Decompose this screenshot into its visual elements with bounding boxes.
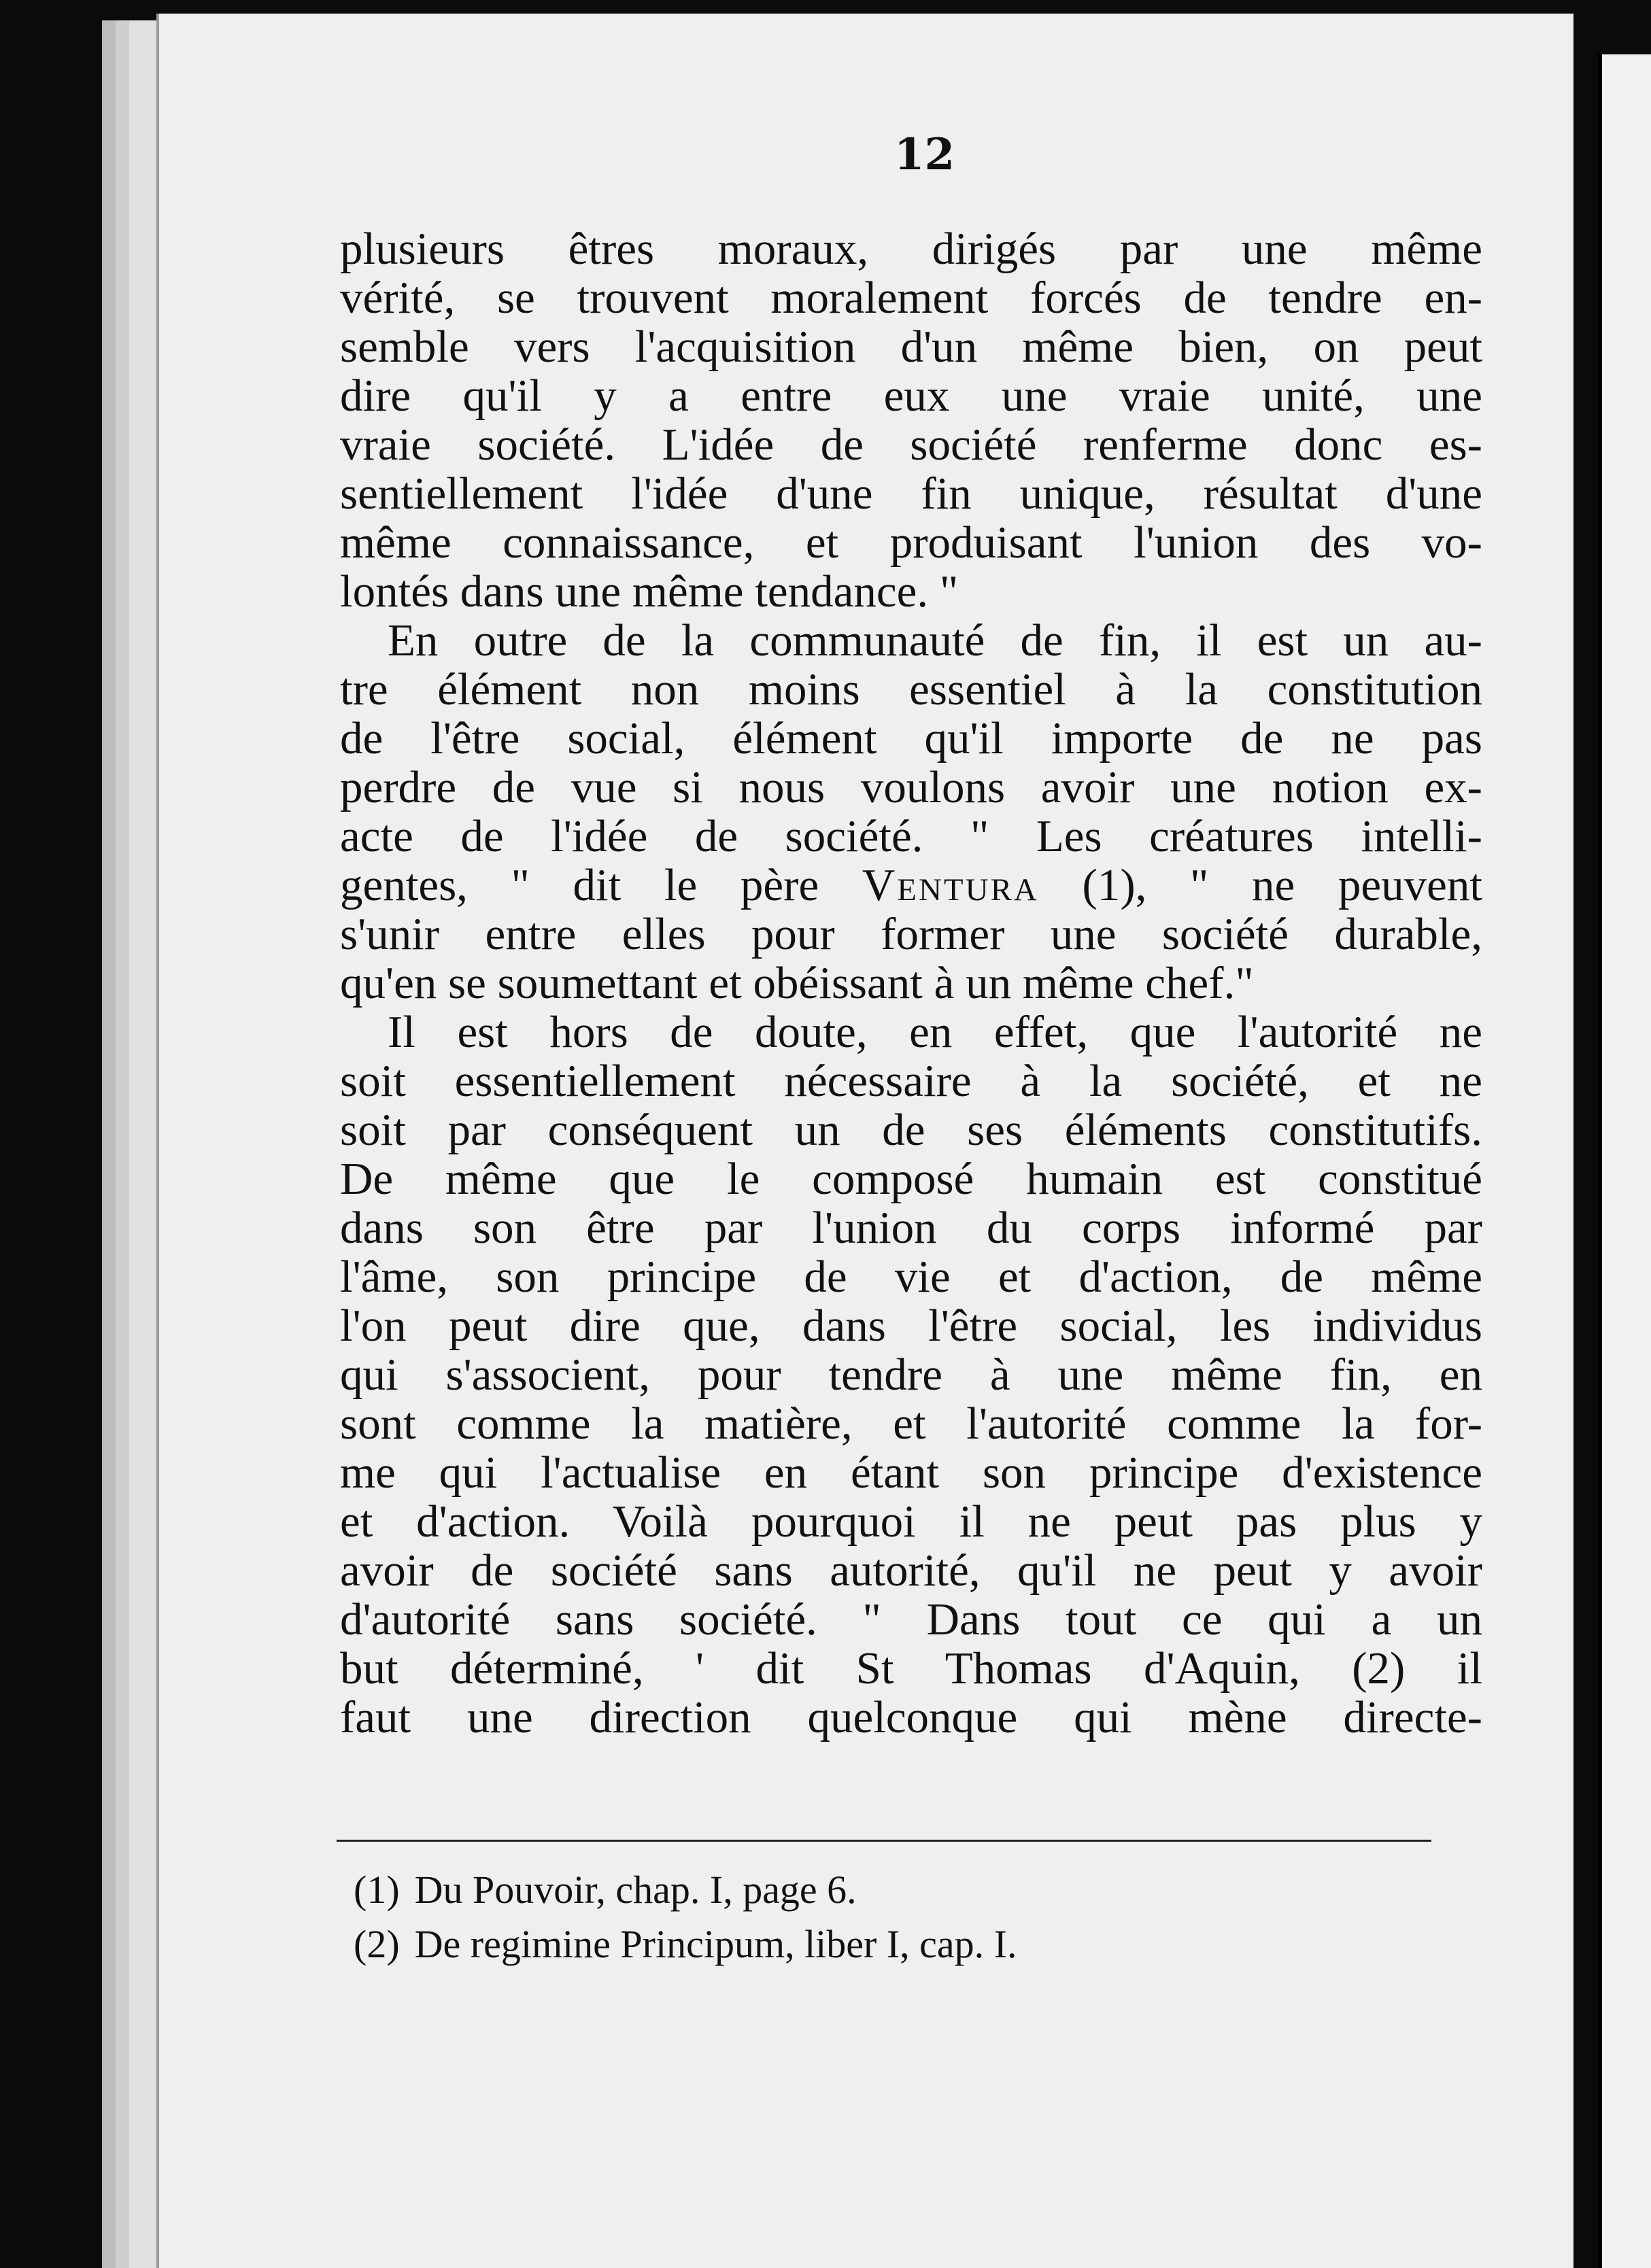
text-line: semble vers l'acquisition d'un même bien, on peut xyxy=(340,322,1482,372)
text-line: me qui l'actualise en étant son principe d'existence xyxy=(340,1447,1482,1498)
footnote xyxy=(354,1863,1442,1917)
facing-page-edge xyxy=(1598,54,1651,2268)
text-line: perdre de vue si nous voulons avoir une notion ex- xyxy=(340,762,1482,812)
text-line: même connaissance, et produisant l'union des vo- xyxy=(340,517,1482,568)
text-line: but déterminé, ' dit St Thomas d'Aquin, (2) il xyxy=(340,1643,1482,1694)
text-line: acte de l'idée de société. " Les créatures intelli- xyxy=(340,811,1482,861)
text-line: de l'être social, élément qu'il importe de ne pas xyxy=(340,713,1482,763)
text-fragment: (1), " ne peuvent xyxy=(1038,860,1482,910)
text-line: et d'action. Voilà pourquoi il ne peut pas plus y xyxy=(340,1496,1482,1547)
text-line: vraie société. L'idée de société renferme donc es- xyxy=(340,419,1482,470)
author-name: Ventura xyxy=(862,860,1039,910)
text-line: d'autorité sans société. " Dans tout ce qui a un xyxy=(340,1594,1482,1645)
footnote-text: De regimine Principum, liber I, cap. I. xyxy=(414,1922,1017,1966)
text-line: qu'en se soumettant et obéissant à un même chef." xyxy=(340,958,1254,1008)
text-line: qui s'associent, pour tendre à une même fin, en xyxy=(340,1350,1482,1400)
text-line: avoir de société sans autorité, qu'il ne peut y avoir xyxy=(340,1545,1482,1596)
text-fragment: gentes, " dit le père xyxy=(340,860,862,910)
text-line: dans son être par l'union du corps informé par xyxy=(340,1203,1482,1253)
text-line: soit par conséquent un de ses éléments constitutifs. xyxy=(340,1105,1482,1155)
text-line: faut une direction quelconque qui mène directe- xyxy=(340,1692,1482,1742)
text-line: sont comme la matière, et l'autorité comme la for- xyxy=(340,1398,1482,1449)
text-line: dire qu'il y a entre eux une vraie unité, une xyxy=(340,371,1482,421)
footnote-mark: (2) xyxy=(354,1922,400,1966)
text-line: vérité, se trouvent moralement forcés de tendre en- xyxy=(340,273,1482,323)
text-line: s'unir entre elles pour former une société durable, xyxy=(340,909,1482,959)
text-line: tre élément non moins essentiel à la constitution xyxy=(340,664,1482,715)
text-line: sentiellement l'idée d'une fin unique, résultat d'une xyxy=(340,468,1482,519)
text-line: l'âme, son principe de vie et d'action, de même xyxy=(340,1252,1482,1302)
text-line: lontés dans une même tendance. " xyxy=(340,566,959,617)
text-line: Il est hors de doute, en effet, que l'autorité ne xyxy=(388,1007,1482,1057)
text-line-ventura xyxy=(340,861,1482,910)
text-line: plusieurs êtres moraux, dirigés par une même xyxy=(340,224,1482,274)
footnote xyxy=(354,1917,1442,1972)
footnotes xyxy=(354,1863,1442,1972)
page-number: 12 xyxy=(894,129,955,180)
text-line: soit essentiellement nécessaire à la société, et ne xyxy=(340,1056,1482,1106)
footnote-rule xyxy=(337,1840,1431,1842)
text-line: l'on peut dire que, dans l'être social, les individus xyxy=(340,1301,1482,1351)
text-line: De même que le composé humain est constitué xyxy=(340,1154,1482,1204)
footnote-mark: (1) xyxy=(354,1868,400,1912)
body-text xyxy=(340,224,1482,1742)
footnote-text: Du Pouvoir, chap. I, page 6. xyxy=(414,1868,857,1912)
text-line: En outre de la communauté de fin, il est un au- xyxy=(388,615,1482,666)
